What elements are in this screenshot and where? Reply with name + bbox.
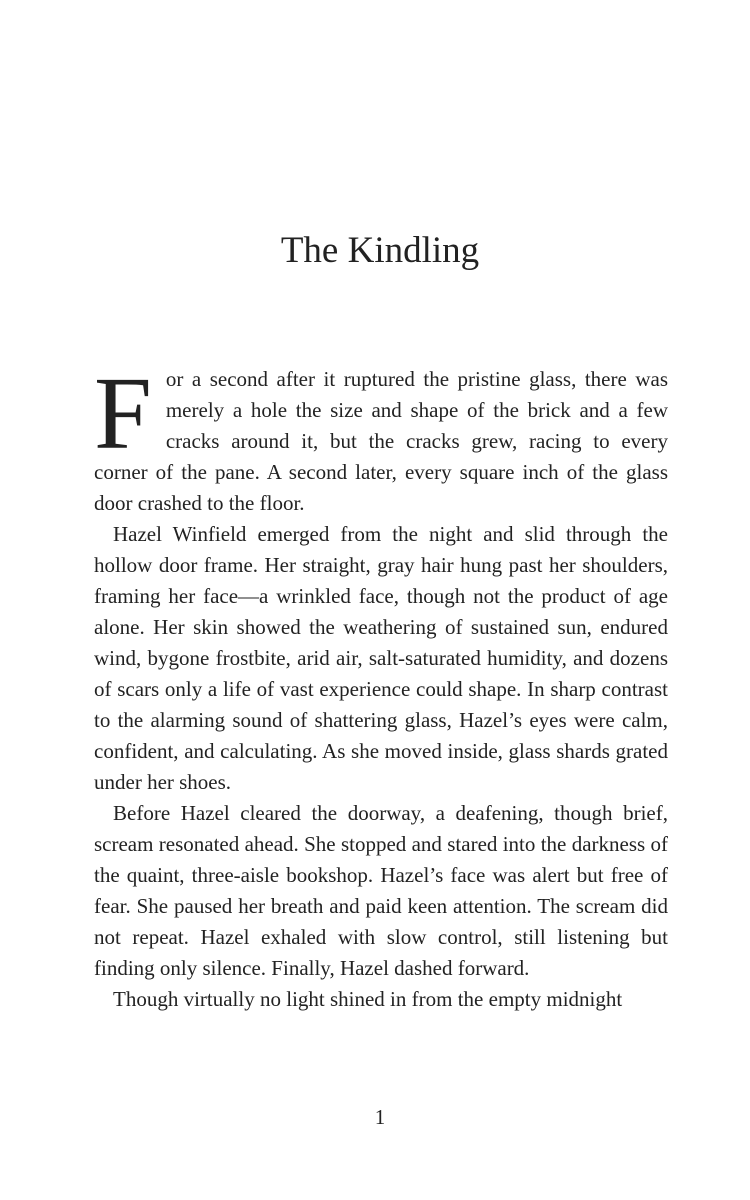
body-text: [94, 356, 668, 1015]
chapter-title: The Kindling: [280, 230, 480, 271]
page-number: 1: [374, 1105, 386, 1129]
drop-cap: F: [94, 356, 152, 471]
paragraph-2: Hazel Winfield emerged from the night and slid through the hollow door frame. Her straight, gray hair hung past her shoulders, framing her face—a wrinkled face, though not the product of age alone. Her skin showed the weathering of sustained sun, endured wind, bygone frostbite, arid air, salt-saturated humidity, and dozens of scars only a life of vast experience could shape. In sharp contrast to the alarming sound of shattering glass, Hazel’s eyes were calm, confident, and calculating. As she moved inside, glass shards grated under her shoes.: [94, 522, 668, 794]
paragraph-3: Before Hazel cleared the doorway, a deafening, though brief, scream resonated ahead. She stopped and stared into the darkness of the quaint, three-aisle bookshop. Hazel’s face was alert but free of fear. She paused her breath and paid keen attention. The scream did not repeat. Hazel exhaled with slow control, still listening but finding only silence. Finally, Hazel dashed forward.: [94, 801, 668, 980]
paragraph-4: Though virtually no light shined in from the empty midnight: [113, 987, 623, 1011]
paragraph-1-text: or a second after it ruptured the pristine glass, there was merely a hole the size and shape of the brick and a few cracks around it, but the cracks grew, racing to every corner of the pane. A second later, every square inch of the glass door crashed to the floor.: [94, 367, 668, 515]
paragraph-1: [94, 356, 668, 519]
